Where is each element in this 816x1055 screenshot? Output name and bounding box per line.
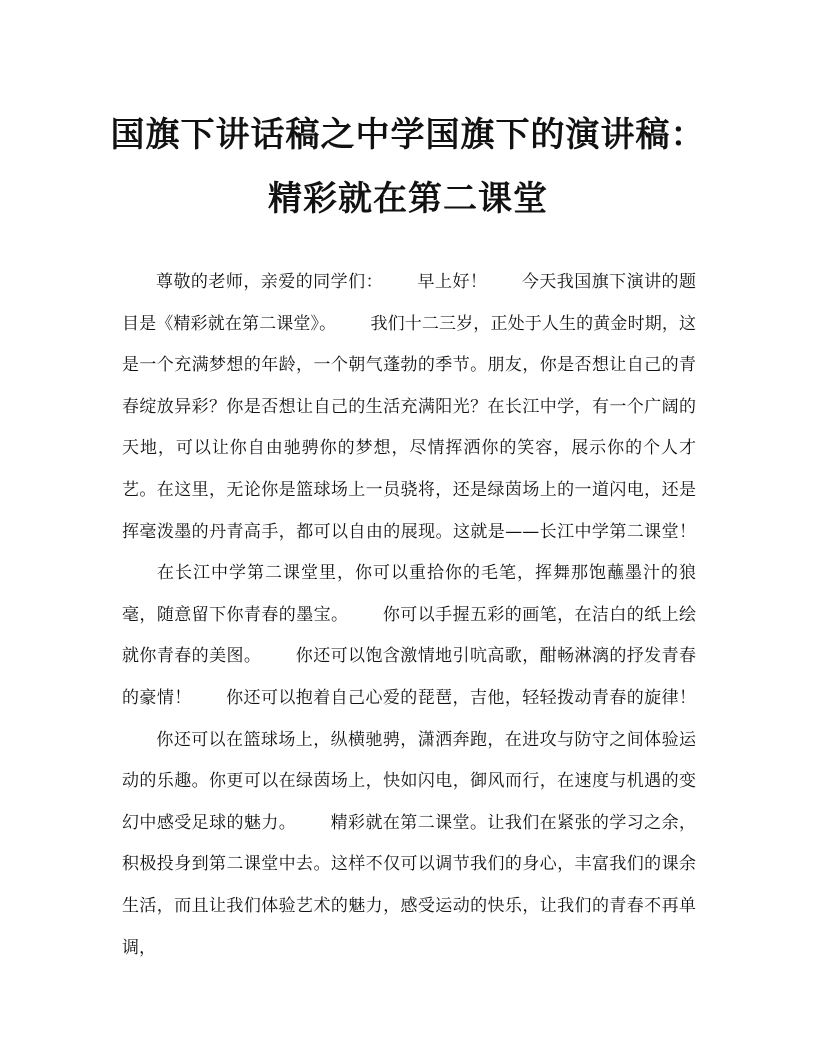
speech-topic: 今天我国旗下演讲的题目是《精彩就在第二课堂》。 bbox=[122, 272, 697, 334]
document-title bbox=[100, 103, 716, 231]
paragraph-conclusion: 精彩就在第二课堂。让我们在紧张的学习之余，积极投身到第二课堂中去。这样不仅可以调节我们的身心，丰富我们的课余生活，而且让我们体验艺术的魅力，感受运动的快乐，让我们的青春不再单调， bbox=[122, 812, 697, 958]
speech-body bbox=[122, 262, 696, 969]
paragraph-singing: 你还可以饱含激情地引吭高歌，酣畅淋漓的抒发青春的豪情！ bbox=[122, 646, 697, 708]
title-line-2: 精彩就在第二课堂 bbox=[268, 179, 548, 219]
greeting: 尊敬的老师，亲爱的同学们： bbox=[156, 272, 384, 292]
paragraph-youth: 我们十二三岁，正处于人生的黄金时期，这是一个充满梦想的年龄，一个朝气蓬勃的季节。朋友，你是否想让自己的青春绽放异彩？你是否想让自己的生活充满阳光？在长江中学，有一个广阔的天地，可以让你自由驰骋你的梦想，尽情挥洒你的笑容，展示你的个人才艺。在这里，无论你是篮球场上一员骁将，还是绿茵场上的一道闪电，还是挥毫泼墨的丹青高手，都可以自由的展现。这就是——长江中学第二课堂！ bbox=[122, 313, 696, 542]
paragraph-sports: 你还可以在篮球场上，纵横驰骋，潇洒奔跑，在进攻与防守之间体验运动的乐趣。你更可以在绿茵场上，快如闪电，御风而行，在速度与机遇的变幻中感受足球的魅力。 bbox=[122, 729, 696, 833]
paragraph-music: 你还可以抱着自己心爱的琵琶，吉他，轻轻拨动青春的旋律！ bbox=[225, 687, 697, 708]
title-line-1: 国旗下讲话稿之中学国旗下的演讲稿： bbox=[110, 115, 706, 155]
morning-greeting: 早上好！ bbox=[417, 272, 488, 292]
paragraph-painting: 你可以手握五彩的画笔，在洁白的纸上绘就你青春的美图。 bbox=[122, 604, 697, 667]
paragraph-calligraphy: 在长江中学第二课堂里，你可以重拾你的毛笔，挥舞那饱蘸墨汁的狼毫，随意留下你青春的墨宝。 bbox=[122, 563, 696, 625]
